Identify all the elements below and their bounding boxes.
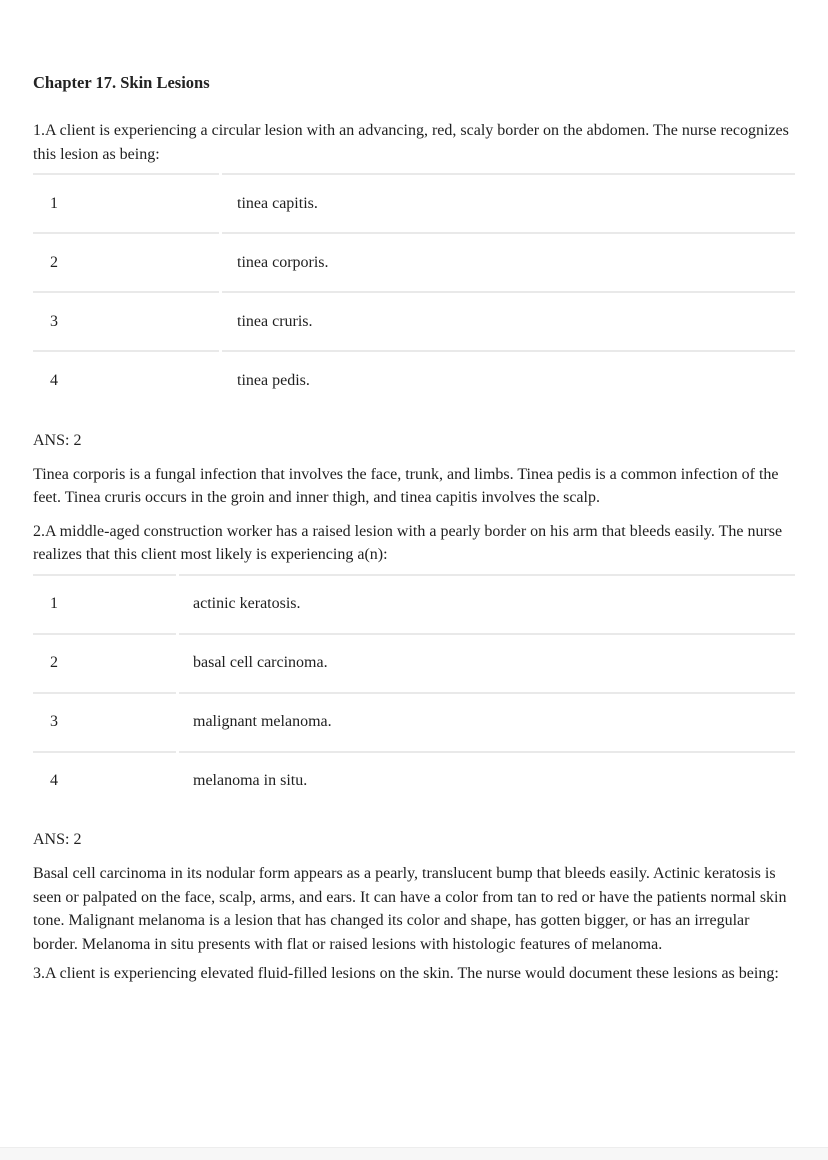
option-number: 1 — [33, 173, 219, 232]
question-3-text: 3.A client is experiencing elevated fluid-filled lesions on the skin. The nurse would document these lesions as being: — [33, 965, 779, 982]
option-row — [33, 350, 795, 409]
option-number: 3 — [33, 692, 176, 751]
option-row — [33, 232, 795, 291]
option-row — [33, 291, 795, 350]
option-number: 2 — [33, 633, 176, 692]
option-number: 4 — [33, 350, 219, 409]
option-number: 1 — [33, 574, 176, 633]
page-content — [33, 0, 795, 986]
option-row — [33, 751, 795, 810]
option-label: actinic keratosis. — [179, 574, 795, 633]
option-label: tinea capitis. — [222, 173, 795, 232]
option-number: 4 — [33, 751, 176, 810]
option-number: 2 — [33, 232, 219, 291]
page-bottom-bar — [0, 1147, 828, 1160]
answer-line: ANS: 2 — [33, 432, 82, 449]
rationale-text: Tinea corporis is a fungal infection that involves the face, trunk, and limbs. Tinea pedis is a common infection of the feet. Tinea cruris occurs in the groin and inner thigh, and tinea capitis involves the scalp. — [33, 465, 779, 506]
option-row — [33, 173, 795, 232]
option-row — [33, 633, 795, 692]
question-1-text: 1.A client is experiencing a circular lesion with an advancing, red, scaly border on the abdomen. The nurse recognizes this lesion as being: — [33, 122, 789, 163]
question-2-options — [33, 574, 795, 810]
option-label: tinea corporis. — [222, 232, 795, 291]
option-label: malignant melanoma. — [179, 692, 795, 751]
question-2-text: 2.A middle-aged construction worker has a raised lesion with a pearly border on his arm that bleeds easily. The nurse realizes that this client most likely is experiencing a(n): — [33, 522, 783, 563]
option-label: tinea cruris. — [222, 291, 795, 350]
question-1-options — [33, 173, 795, 409]
option-label: tinea pedis. — [222, 350, 795, 409]
rationale-text: Basal cell carcinoma in its nodular form appears as a pearly, translucent bump that bleeds easily. Actinic keratosis is seen or palpated on the face, scalp, arms, and ears. It can have a color from tan to red or have the patients normal skin tone. Malignant melanoma is a lesion that has changed its color and shape, has gotten bigger, or has an irregular border. Melanoma in situ presents with flat or raised lesions with histologic features of melanoma. — [33, 865, 787, 953]
option-row — [33, 692, 795, 751]
answer-line: ANS: 2 — [33, 830, 82, 848]
option-row — [33, 574, 795, 633]
option-label: melanoma in situ. — [179, 751, 795, 810]
option-number: 3 — [33, 291, 219, 350]
option-label: basal cell carcinoma. — [179, 633, 795, 692]
chapter-title: Chapter 17. Skin Lesions — [33, 73, 210, 92]
